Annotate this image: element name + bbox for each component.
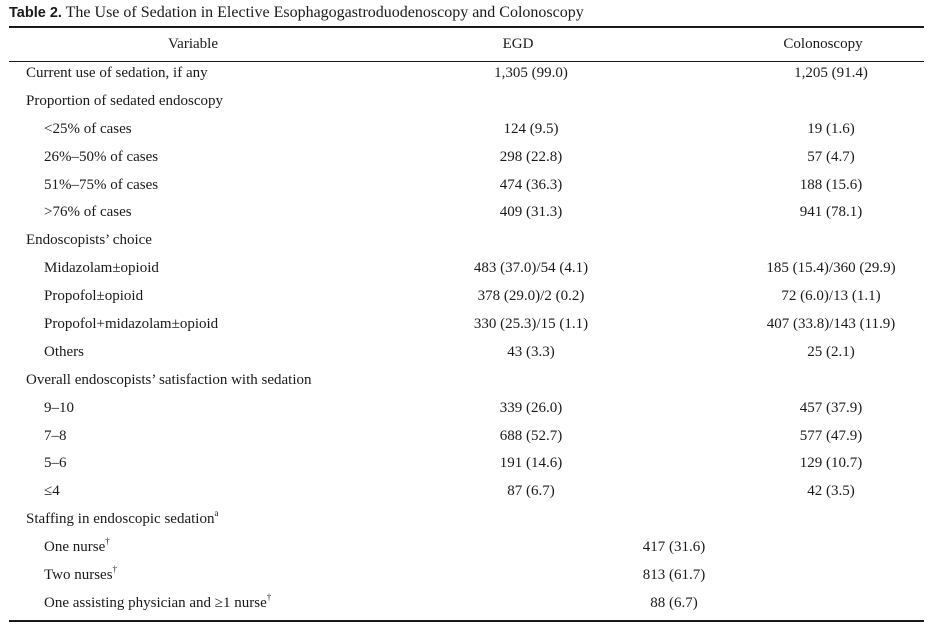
table-row [0, 479, 934, 507]
row-label-text: Current use of sedation, if any [26, 65, 208, 81]
egd-value: 87 (6.7) [507, 483, 555, 500]
egd-value: 409 (31.3) [499, 204, 563, 221]
table-row [0, 228, 934, 256]
table-row [0, 340, 934, 368]
table-row [0, 368, 934, 396]
egd-value: 1,305 (99.0) [494, 65, 568, 81]
header-egd: EGD [502, 36, 534, 52]
header-variable: Variable [168, 36, 218, 52]
egd-value: 339 (26.0) [499, 399, 563, 416]
combined-value: 813 (61.7) [642, 567, 706, 584]
colonoscopy-value: 188 (15.6) [799, 176, 863, 193]
table-row [0, 563, 934, 591]
row-label-text: 5–6 [44, 455, 67, 472]
table-header [0, 27, 934, 61]
egd-value: 43 (3.3) [507, 343, 555, 360]
row-label-text: Midazolam±opioid [44, 260, 159, 277]
egd-value: 124 (9.5) [503, 120, 559, 137]
row-label-text: ≤4 [44, 483, 60, 500]
row-label [44, 536, 110, 556]
table-row [0, 451, 934, 479]
row-label [26, 508, 219, 528]
row-label-text: >76% of cases [44, 204, 132, 221]
table-row [0, 591, 934, 619]
row-label-text: One assisting physician and ≥1 nurse [44, 594, 267, 611]
table-row [0, 61, 934, 89]
egd-value: 378 (29.0)/2 (0.2) [477, 288, 585, 305]
footnote-marker: † [266, 591, 272, 602]
table-caption [9, 3, 924, 23]
row-label [44, 428, 67, 445]
table-row [0, 256, 934, 284]
row-label [44, 316, 218, 333]
colonoscopy-value: 42 (3.5) [807, 483, 855, 500]
row-label [44, 177, 158, 194]
combined-value: 88 (6.7) [650, 594, 698, 611]
colonoscopy-value: 407 (33.8)/143 (11.9) [766, 316, 896, 333]
footnote-marker: † [105, 536, 110, 547]
row-label [44, 455, 67, 472]
table-row [0, 535, 934, 563]
table-row [0, 507, 934, 535]
table-body [0, 61, 934, 619]
row-label-text: Two nurses [44, 567, 113, 584]
colonoscopy-value: 185 (15.4)/360 (29.9) [766, 260, 896, 277]
colonoscopy-value: 457 (37.9) [799, 399, 863, 416]
row-label [44, 564, 118, 584]
egd-value: 688 (52.7) [499, 427, 563, 444]
table-row [0, 173, 934, 201]
row-label [44, 288, 143, 305]
row-label [44, 121, 132, 138]
row-label-text: Endoscopists’ choice [26, 232, 152, 249]
row-label-text: Propofol+midazolam±opioid [44, 316, 219, 333]
row-label [26, 65, 208, 82]
row-label-text: One nurse [44, 539, 106, 556]
colonoscopy-value: 19 (1.6) [807, 120, 855, 137]
table-row [0, 200, 934, 228]
row-label [26, 93, 223, 110]
egd-value: 191 (14.6) [499, 455, 563, 472]
table-row [0, 312, 934, 340]
colonoscopy-value: 25 (2.1) [807, 343, 855, 360]
table-row [0, 424, 934, 452]
row-label-text: 51%–75% of cases [44, 176, 159, 193]
row-label [44, 400, 74, 417]
table-row [0, 117, 934, 145]
row-label [44, 483, 60, 500]
row-label-text: 9–10 [44, 399, 74, 416]
combined-value: 417 (31.6) [642, 539, 706, 556]
table-title: The Use of Sedation in Elective Esophagogastroduodenoscopy and Colonoscopy [61, 4, 584, 21]
header-colonoscopy: Colonoscopy [783, 36, 863, 52]
footnote-marker: † [112, 564, 118, 575]
colonoscopy-value: 72 (6.0)/13 (1.1) [781, 288, 881, 305]
table-label: Table 2. [9, 5, 62, 21]
row-label [26, 232, 152, 249]
row-label-text: Staffing in endoscopic sedation [26, 511, 215, 528]
row-label-text: 7–8 [44, 427, 67, 444]
egd-value: 298 (22.8) [499, 148, 563, 165]
table-row [0, 89, 934, 117]
colonoscopy-value: 1,205 (91.4) [794, 65, 868, 81]
egd-value: 330 (25.3)/15 (1.1) [473, 316, 589, 333]
row-label [44, 204, 132, 221]
table-row [0, 284, 934, 312]
row-label [44, 260, 159, 277]
row-label-text: 26%–50% of cases [44, 148, 159, 165]
row-label-text: Proportion of sedated endoscopy [26, 92, 224, 109]
row-label-text: Others [44, 343, 84, 360]
colonoscopy-value: 57 (4.7) [807, 148, 855, 165]
footnote-marker: a [214, 508, 219, 519]
table-row [0, 396, 934, 424]
colonoscopy-value: 129 (10.7) [799, 455, 863, 472]
row-label [26, 372, 312, 389]
table-row [0, 145, 934, 173]
row-label-text: <25% of cases [44, 120, 132, 137]
bottom-rule [9, 620, 924, 622]
colonoscopy-value: 577 (47.9) [799, 427, 863, 444]
row-label [44, 149, 158, 166]
colonoscopy-value: 941 (78.1) [799, 204, 863, 221]
row-label [44, 344, 84, 361]
row-label-text: Propofol±opioid [44, 288, 144, 305]
row-label-text: Overall endoscopists’ satisfaction with sedation [26, 371, 312, 388]
row-label [44, 591, 272, 612]
egd-value: 483 (37.0)/54 (4.1) [473, 260, 589, 277]
egd-value: 474 (36.3) [499, 176, 563, 193]
